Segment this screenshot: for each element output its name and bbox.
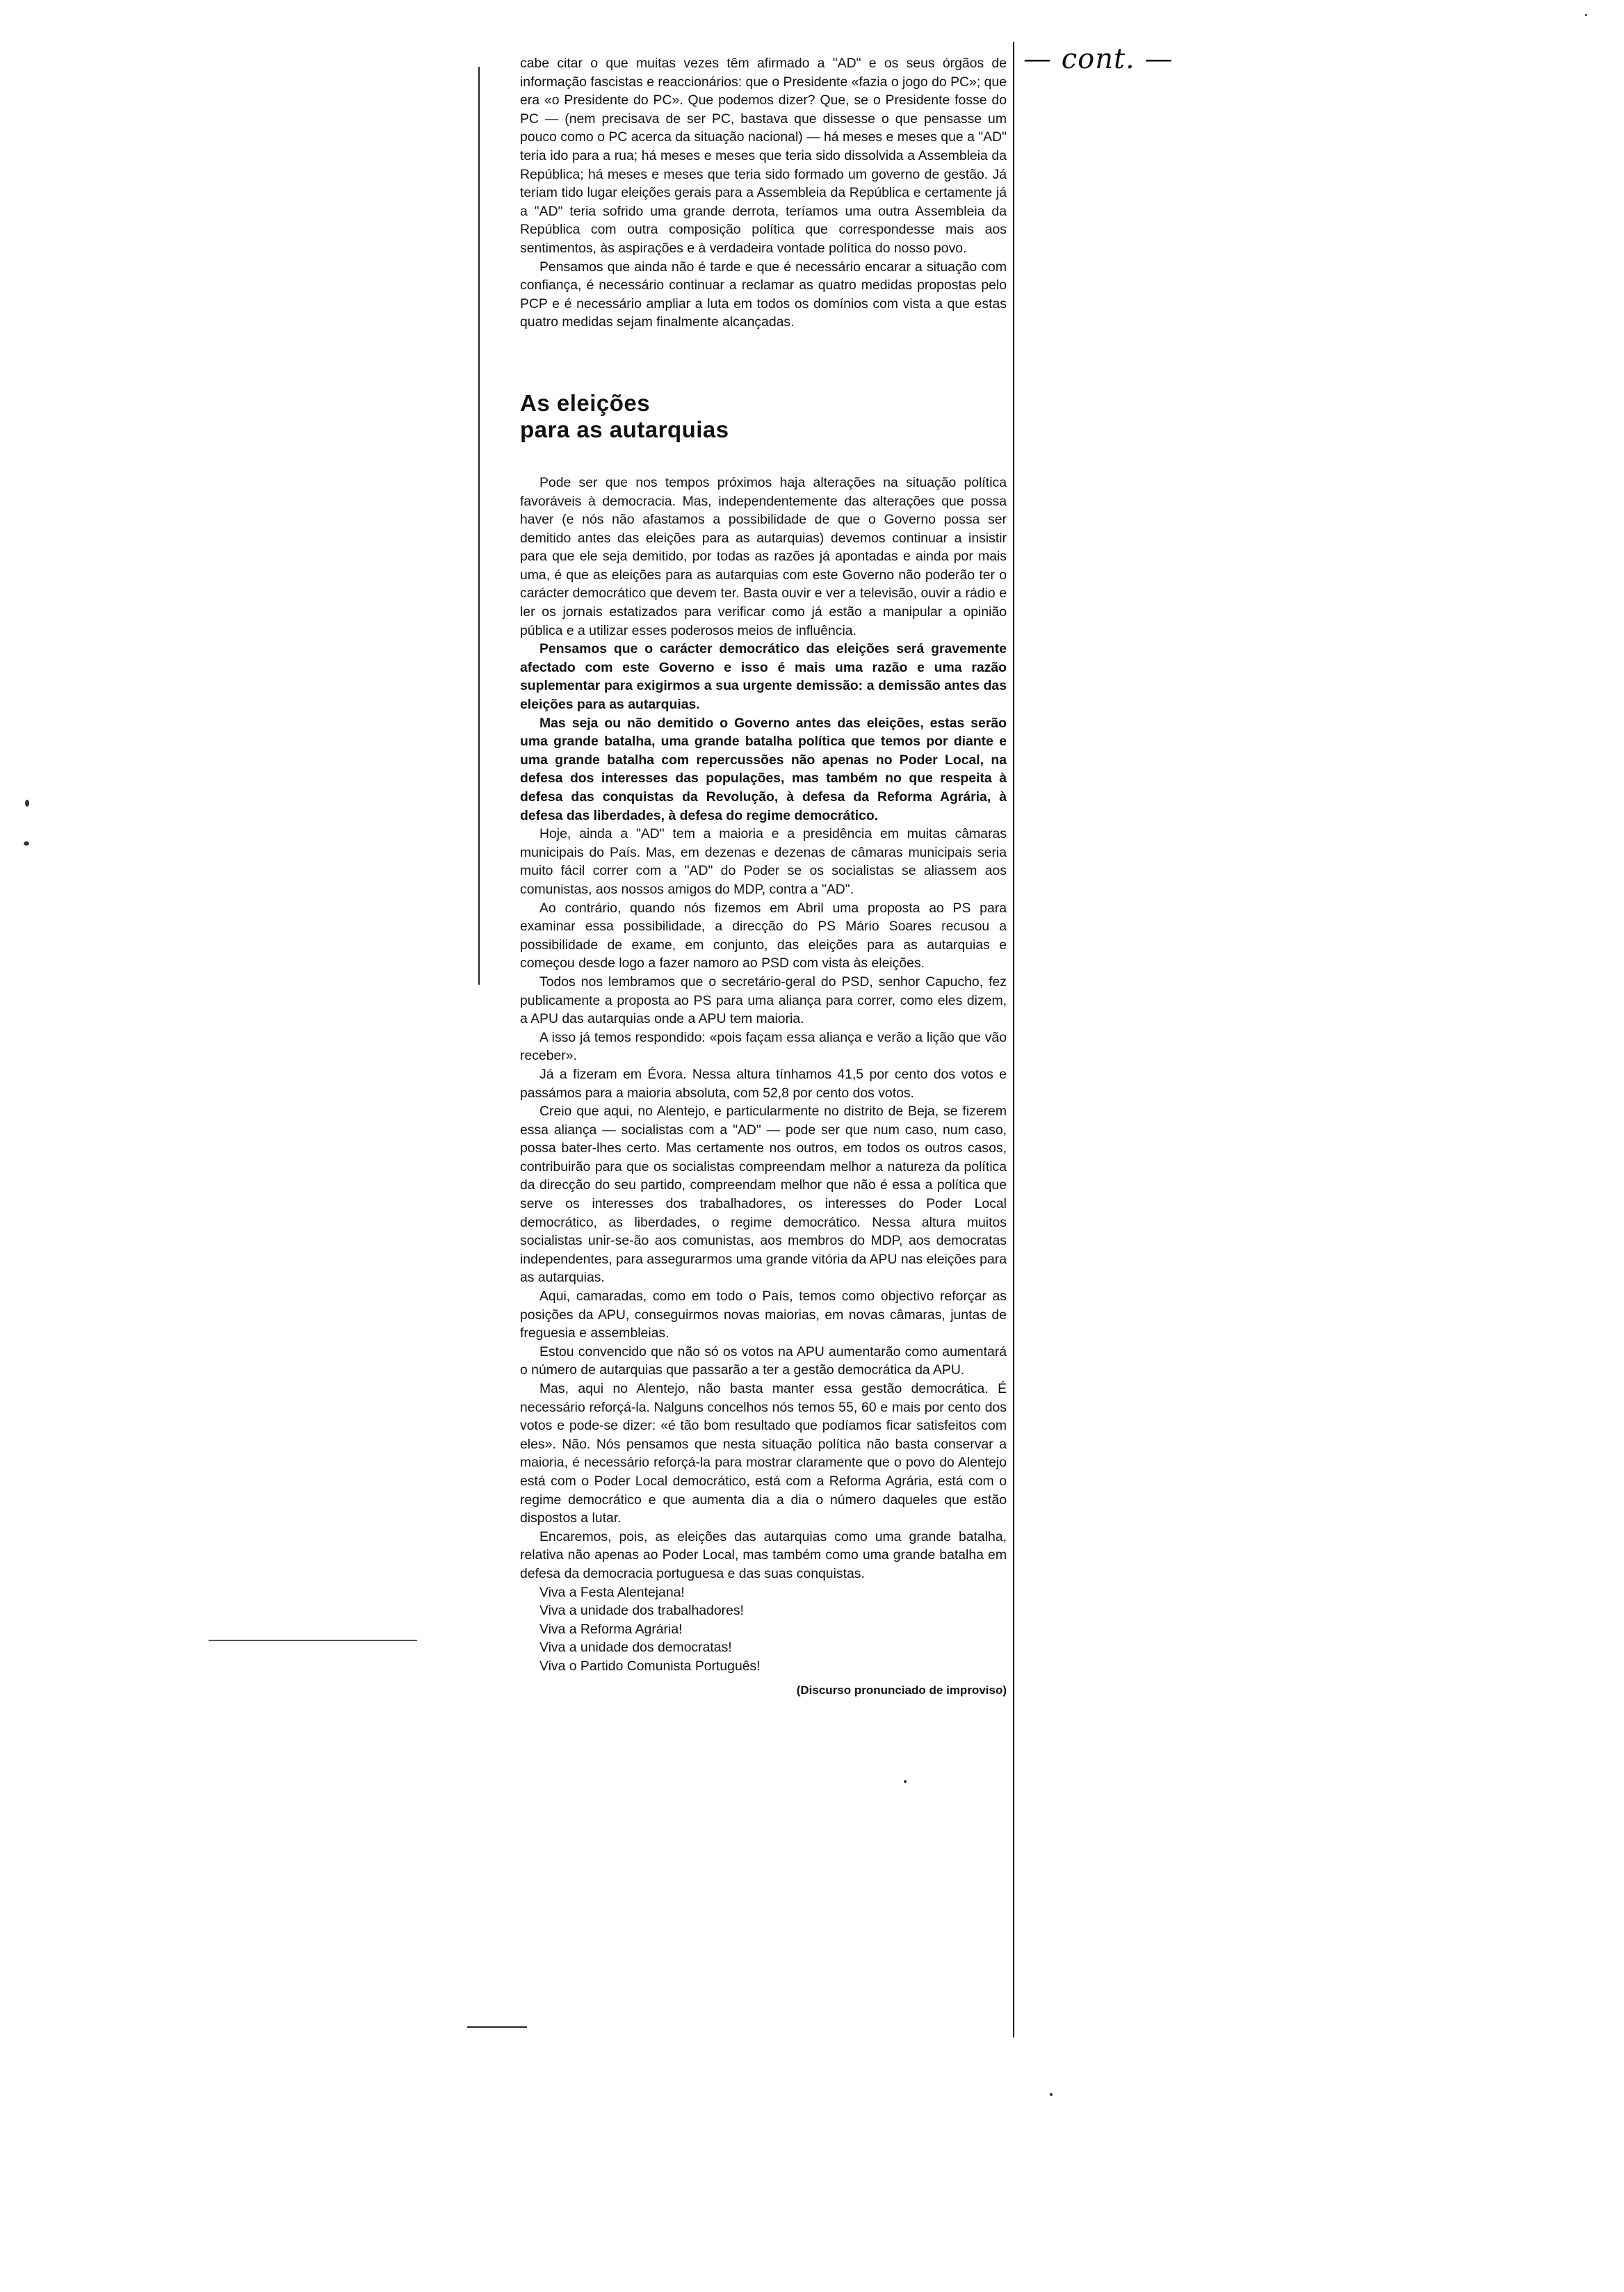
article-column — [520, 54, 1007, 1700]
article-paragraph: Todos nos lembramos que o secretário-geral do PSD, senhor Capucho, fez publicamente a proposta ao PS para uma aliança para correr, como eles dizem, a APU das autarquias onde a APU tem maioria. — [520, 974, 1007, 1027]
closing-cheer: Viva a unidade dos trabalhadores! — [539, 1603, 744, 1619]
article-paragraph: Estou convencido que não só os votos na APU aumentarão como aumentará o número de autarquias que passarão a ter a gestão democrática da APU. — [520, 1343, 1007, 1378]
closing-cheer: Viva a Festa Alentejana! — [539, 1584, 685, 1600]
scan-speck — [24, 841, 29, 846]
article-paragraph: Mas, aqui no Alentejo, não basta manter essa gestão democrática. É necessário reforçá-la. Nalguns concelhos nós temos 55, 60 e mais por cento dos votos e pode-se dizer: «é tão bom resultado que podíamos ficar satisfeitos com eles». Não. Nós pensamos que nesta situação política não basta conservar a maioria, é necessário reforçá-la para mostrar claramente que o povo do Alentejo está com o Poder Local democrático, está com a Reforma Agrária, está com o regime democrático e que aumenta dia a dia o número daqueles que estão dispostos a lutar. — [520, 1381, 1007, 1526]
article-paragraph: Pode ser que nos tempos próximos haja alterações na situação política favoráveis à democracia. Mas, independentemente das alterações que possa haver (e nós não afastamos a possibilidade de que o Governo possa ser demitido antes das eleições para as autarquias) devemos continuar a insistir para que ele seja demitido, por todas as razões já apontadas e ainda por mais uma, é que as eleições para as autarquias com este Governo não poderão ter o carácter democrático que devem ter. Basta ouvir e ver a televisão, ouvir a rádio e ler os jornais estatizados para verificar como já estão a manipular a opinião pública e a utilizar esses poderosos meios de influência. — [520, 474, 1007, 638]
section-heading — [520, 390, 1007, 443]
handwritten-cont-note: — cont. — — [1023, 43, 1174, 75]
bottom-short-rule — [467, 2026, 527, 2028]
speech-attribution: (Discurso pronunciado de improviso) — [796, 1683, 1007, 1697]
article-paragraph: Pensamos que o carácter democrático das eleições será gravemente afectado com este Governo e isso é mais uma razão e uma razão suplementar para exigirmos a sua urgente demissão: a demissão antes das eleições para as autarquias. — [520, 641, 1007, 713]
article-paragraph: Hoje, ainda a "AD" tem a maioria e a presidência em muitas câmaras municipais do País. Mas, em dezenas e dezenas de câmaras municipais seria muito fácil correr com a "AD" do Poder se os socialistas se aliassem aos comunistas, aos nossos amigos do MDP, contra a "AD". — [520, 826, 1007, 897]
section-heading-line: As eleições — [520, 389, 651, 416]
left-margin-rule — [209, 1640, 417, 1641]
article-paragraph: A isso já temos respondido: «pois façam essa aliança e verão a lição que vão receber». — [520, 1029, 1007, 1064]
closing-cheer: Viva a Reforma Agrária! — [539, 1621, 683, 1637]
section-heading-line: para as autarquias — [520, 416, 729, 442]
scan-speck — [25, 800, 29, 807]
closing-cheer: Viva a unidade dos democratas! — [539, 1640, 732, 1656]
article-paragraph: cabe citar o que muitas vezes têm afirmado a "AD" e os seus órgãos de informação fascistas e reaccionários: que o Presidente «fazia o jogo do PC»; que era «o Presidente do PC». Que podemos dizer? Que, se o Presidente fosse do PC — (nem precisava de ser PC, bastava que dissesse o que pensasse um pouco como o PC acerca da situação nacional) — há meses e meses que a "AD" teria ido para a rua; há meses e meses que teria sido dissolvida a Assembleia da República; há meses e meses que teria sido formado um governo de gestão. Já teriam tido lugar eleições gerais para a Assembleia da República e certamente já a "AD" teria sofrido uma grande derrota, teríamos uma outra Assembleia da República com outra composição política que correspondesse mais aos sentimentos, às aspirações e à verdadeira vontade política do nosso povo. — [520, 56, 1007, 256]
article-paragraph: Encaremos, pois, as eleições das autarquias como uma grande batalha, relativa não apenas ao Poder Local, mas também como uma grande batalha em defesa da democracia portuguesa e das suas conquistas. — [520, 1528, 1007, 1581]
article-paragraph: Já a fizeram em Évora. Nessa altura tínhamos 41,5 por cento dos votos e passámos para a maioria absoluta, com 52,8 por cento dos votos. — [520, 1066, 1007, 1101]
article-paragraph: Creio que aqui, no Alentejo, e particularmente no distrito de Beja, se fizerem essa aliança — socialistas com a "AD" — pode ser que num caso, num caso, possa bater-lhes certo. Mas certamente nos outros, em todos os outros casos, contribuirão para que os socialistas compreendam melhor a natureza da política da direcção do seu partido, compreendam melhor que não é essa a política que serve os interesses dos trabalhadores, os interesses do Poder Local democrático, as liberdades, o regime democrático. Nessa altura muitos socialistas unir-se-ão aos comunistas, aos membros do MDP, aos democratas independentes, para assegurarmos uma grande vitória da APU nas eleições para as autarquias. — [520, 1104, 1007, 1286]
left-column-rule — [478, 67, 480, 985]
article-paragraph: Aqui, camaradas, como em todo o País, temos como objectivo reforçar as posições da APU, conseguirmos novas maiorias, em novas câmaras, juntas de freguesia e assembleias. — [520, 1289, 1007, 1341]
scan-speck — [904, 1780, 907, 1783]
article-paragraph: Ao contrário, quando nós fizemos em Abril uma proposta ao PS para examinar essa possibilidade, a direcção do PS Mário Soares recusou a possibilidade de exame, em conjunto, das eleições para as autarquias e começou desde logo a fazer namoro ao PSD com vista às eleições. — [520, 900, 1007, 971]
article-paragraph: Mas seja ou não demitido o Governo antes das eleições, estas serão uma grande batalha, uma grande batalha política que temos por diante e uma grande batalha com repercussões não apenas no Poder Local, na defesa dos interesses das populações, mas também no que respeita à defesa das conquistas da Revolução, à defesa da Reforma Agrária, à defesa das liberdades, à defesa do regime democrático. — [520, 715, 1007, 823]
scan-speck — [1050, 2093, 1053, 2096]
article-paragraph: Pensamos que ainda não é tarde e que é necessário encarar a situação com confiança, é necessário continuar a reclamar as quatro medidas propostas pelo PCP e é necessário ampliar a luta em todos os domínios com vista a que estas quatro medidas sejam finalmente alcançadas. — [520, 259, 1007, 330]
right-column-rule — [1013, 42, 1014, 2037]
closing-cheer: Viva o Partido Comunista Português! — [539, 1658, 761, 1674]
scan-speck — [1585, 14, 1587, 16]
